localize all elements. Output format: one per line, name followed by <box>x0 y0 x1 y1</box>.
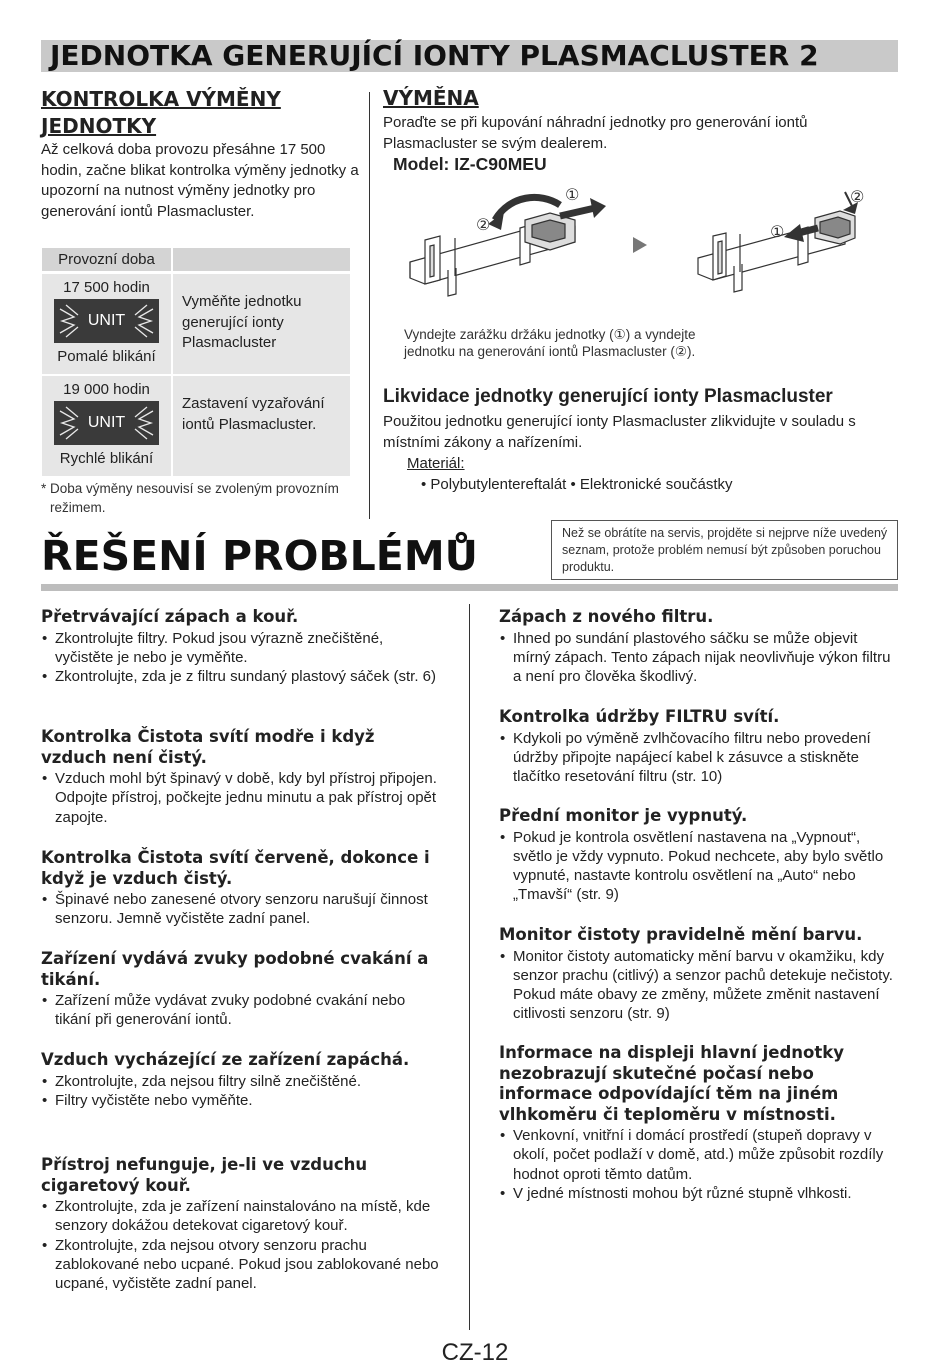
issue-bullets <box>41 1072 441 1111</box>
issue-block <box>499 1043 899 1203</box>
list-item: • Zkontrolujte, zda je zařízení nainstalováno na místě, kde senzory dokážou detekovat cigaretový kouř. <box>41 1197 441 1236</box>
unit-indicator-icon <box>54 299 159 343</box>
hours-label: 19 000 hodin <box>63 381 150 398</box>
indicator-description: Až celková doba provozu přesáhne 17 500 hodin, začne blikat kontrolka výměny jednotky a upozorní na nutnost výměny jednotky pro generování iontů Plasmacluster. <box>41 141 359 220</box>
issue-bullets <box>41 890 441 929</box>
troubleshooting-heading: ŘEŠENÍ PROBLÉMŮ <box>41 532 478 580</box>
issue-block <box>41 848 441 929</box>
replacement-description: Poraďte se při kupování náhradní jednotky pro generování iontů Plasmacluster se svým dealerem. <box>383 114 808 152</box>
unit-indicator-label: UNIT <box>87 414 126 431</box>
table-cell-action <box>173 274 350 374</box>
issue-block <box>41 1050 441 1110</box>
table-header-operation-time: Provozní doba <box>42 248 171 271</box>
issue-bullets <box>41 769 441 827</box>
issue-bullets <box>499 828 899 905</box>
footnote-asterisk: * <box>41 481 47 496</box>
issue-title: Monitor čistoty pravidelně mění barvu. <box>499 925 863 944</box>
table-cell-status <box>42 274 171 374</box>
issue-bullets <box>499 629 899 687</box>
page-number: CZ-12 <box>441 1339 509 1366</box>
issue-title: Přístroj nefunguje, je-li ve vzduchu cigaretový kouř. <box>41 1155 368 1195</box>
replacement-heading: VÝMĚNA <box>383 86 479 110</box>
step-2-marker: ② <box>476 215 491 234</box>
issue-block <box>499 925 899 1024</box>
issue-title: Kontrolka Čistota svítí modře i když vzduch není čistý. <box>41 727 375 767</box>
list-item: • Zkontrolujte filtry. Pokud jsou výrazně znečištěné, vyčistěte je nebo je vyměňte. <box>41 629 441 668</box>
issue-block <box>499 707 899 786</box>
disposal-description: Použitou jednotku generující ionty Plasmacluster zlikvidujte v souladu s místními zákony a nařízeními. <box>383 413 856 451</box>
material-label: Materiál: <box>407 455 465 472</box>
column-divider <box>469 604 470 1330</box>
unit-indicator-label: UNIT <box>87 312 126 329</box>
blink-mode-label: Rychlé blikání <box>59 450 154 467</box>
issue-bullets <box>499 947 899 1024</box>
issue-bullets <box>499 1126 899 1203</box>
hours-label: 17 500 hodin <box>63 279 150 296</box>
issue-block <box>499 607 899 686</box>
issue-block <box>41 727 441 827</box>
footnote-text: Doba výměny nesouvisí se zvoleným provozním režimem. <box>50 481 339 515</box>
issue-title: Zápach z nového filtru. <box>499 607 714 626</box>
step-1-marker: ① <box>770 222 785 241</box>
column-divider <box>369 92 370 519</box>
list-item: • V jedné místnosti mohou být různé stupně vlhkosti. <box>499 1184 899 1203</box>
list-item: • Filtry vyčistěte nebo vyměňte. <box>41 1091 441 1110</box>
issue-title: Přední monitor je vypnutý. <box>499 806 748 825</box>
issue-title: Zařízení vydává zvuky podobné cvakání a tikání. <box>41 949 429 989</box>
issue-block <box>41 949 441 1030</box>
material-list: • Polybutylentereftalát • Elektronické součástky <box>421 476 733 493</box>
issue-block <box>41 607 441 686</box>
table-header-empty <box>173 248 350 271</box>
model-number: Model: IZ-C90MEU <box>393 154 547 174</box>
issue-bullets <box>499 729 899 787</box>
blink-mode-label: Pomalé blikání <box>57 348 156 365</box>
unit-indicator-icon <box>54 401 159 445</box>
disposal-heading: Likvidace jednotky generující ionty Plasmacluster <box>383 386 833 407</box>
issue-block <box>41 1155 441 1293</box>
service-notice-text: Než se obrátíte na servis, projděte si nejprve níže uvedený seznam, protože problém nemusí být způsoben poruchou produktu. <box>562 526 888 574</box>
list-item: • Pokud je kontrola osvětlení nastavena na „Vypnout“, světlo je vždy vypnuto. Pokud nechcete, aby bylo světlo vypnuté, nastavte kontrolu osvětlení na „Auto“ nebo „Tmavší“ (str. 9) <box>499 828 899 905</box>
indicator-heading: KONTROLKA VÝMĚNY JEDNOTKY <box>41 87 281 138</box>
heading-underline-bar <box>41 584 898 591</box>
list-item: • Zkontrolujte, zda je z filtru sundaný plastový sáček (str. 6) <box>41 667 441 686</box>
list-item: • Monitor čistoty automaticky mění barvu v okamžiku, kdy senzor prachu (citlivý) a senzor pachů detekuje nečistoty. Pokud máte obavy ze změny, můžete změnit nastavení citlivosti senzoru (str. 9) <box>499 947 899 1024</box>
issue-title: Kontrolka Čistota svítí červeně, dokonce i když je vzduch čistý. <box>41 848 430 888</box>
list-item: • Zkontrolujte, zda nejsou otvory senzoru prachu zablokované nebo ucpané. Pokud jsou zablokované nebo ucpané, vyčistěte zadní panel. <box>41 1236 441 1294</box>
replacement-illustration <box>400 180 890 320</box>
arrow-head-icon <box>590 198 606 218</box>
table-cell-action <box>173 376 350 476</box>
table-header <box>41 248 351 271</box>
illustration-caption: Vyndejte zarážku držáku jednotky (①) a vyndejte jednotku na generování iontů Plasmacluster (②). <box>404 327 696 359</box>
issue-title: Přetrvávající zápach a kouř. <box>41 607 299 626</box>
arrow-icon <box>560 208 595 216</box>
service-notice-box <box>551 520 898 580</box>
list-item: • Vzduch mohl být špinavý v době, kdy byl přístroj připojen. Odpojte přístroj, počkejte jednu minutu a pak přístroj opět zapojte. <box>41 769 441 827</box>
issue-block <box>499 806 899 905</box>
table-row <box>41 274 351 374</box>
action-text: Vyměňte jednotku generující ionty Plasmacluster <box>182 293 302 351</box>
list-item: • Kdykoli po výměně zvlhčovacího filtru nebo provedení údržby připojte napájecí kabel k zásuvce a stiskněte tlačítko resetování filtru (str. 10) <box>499 729 899 787</box>
list-item: • Zkontrolujte, zda nejsou filtry silně znečištěné. <box>41 1072 441 1091</box>
list-item: • Zařízení může vydávat zvuky podobné cvakání nebo tikání při generování iontů. <box>41 991 441 1030</box>
issue-bullets <box>41 1197 441 1293</box>
action-text: Zastavení vyzařování iontů Plasmacluster. <box>182 395 325 433</box>
issue-title: Vzduch vycházející ze zařízení zapáchá. <box>41 1050 410 1069</box>
list-item: • Ihned po sundání plastového sáčku se může objevit mírný zápach. Tento zápach nijak neovlivňuje výkon filtru a není pro člověka škodlivý. <box>499 629 899 687</box>
table-row <box>41 376 351 476</box>
step-1-marker: ① <box>565 185 580 204</box>
issue-title: Informace na displeji hlavní jednotky nezobrazují skutečné počasí nebo informace odpovídající těm na jiném vlhkoměru či teploměru v místnosti. <box>499 1043 845 1124</box>
next-step-icon <box>633 237 647 253</box>
issue-bullets <box>41 991 441 1030</box>
step-2-marker: ② <box>850 187 865 206</box>
table-cell-status <box>42 376 171 476</box>
issue-bullets <box>41 629 441 687</box>
list-item: • Špinavé nebo zanesené otvory senzoru narušují činnost senzoru. Jemně vyčistěte zadní panel. <box>41 890 441 929</box>
list-item: • Venkovní, vnitřní i domácí prostředí (stupeň dopravy v okolí, počet podlaží v domě, atd.) může způsobit rozdíly hodnot oproti těmto datům. <box>499 1126 899 1184</box>
issue-title: Kontrolka údržby FILTRU svítí. <box>499 707 780 726</box>
section-title: JEDNOTKA GENERUJÍCÍ IONTY PLASMACLUSTER 2 <box>50 39 819 72</box>
